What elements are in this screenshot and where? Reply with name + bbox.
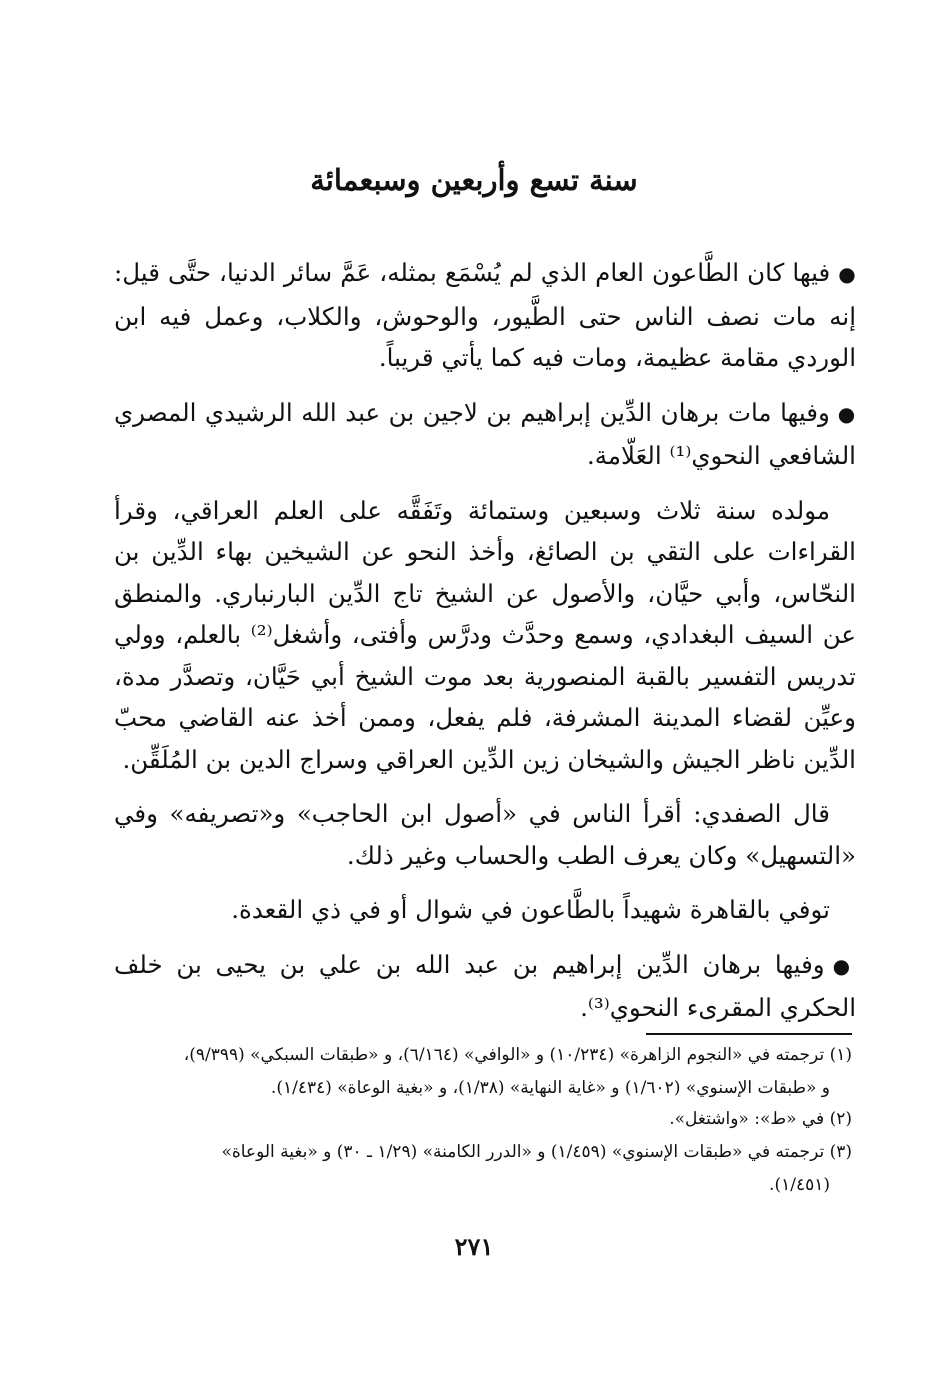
paragraph-death: توفي بالقاهرة شهيداً بالطَّاعون في شوال أو في ذي القعدة. [231,895,830,924]
paragraph-burhan-hakari [114,944,856,1029]
bullet-icon: ● [838,262,857,286]
paragraph-burhan-lajin-text: وفيها مات برهان الدِّين إبراهيم بن لاجين بن عبد الله الرشيدي المصري الشافعي النحوي⁽¹⁾ العَلّامة. [114,397,856,470]
footnote-2: (٢) في «ط»: «واشتغل». [669,1109,852,1129]
paragraph-safadi: قال الصفدي: أقرأ الناس في «أصول ابن الحاجب» و«تصريفه» وفي «التسهيل» وكان يعرف الطب والحساب وغير ذلك. [114,799,856,870]
bullet-icon: ● [832,953,857,978]
footnote-3-line-1: (٣) ترجمته في «طبقات الإسنوي» (١/٤٥٩) و «الدرر الكامنة» (١/٢٩ ـ ٣٠) و «بغية الوعاة» [221,1142,852,1162]
page-number: ٢٧١ [454,1232,494,1261]
bullet-icon: ● [837,401,857,426]
footnote-1-line-1: (١) ترجمته في «النجوم الزاهرة» (١٠/٢٣٤) و «الوافي» (٦/١٦٤)، و «طبقات السبكي» (٩/٣٩٩)، [183,1045,852,1065]
footnote-divider [646,1033,852,1035]
paragraph-burhan-hakari-text: وفيها برهان الدِّين إبراهيم بن عبد الله بن علي بن يحيى بن خلف الحكري المقرىء النحوي⁽³⁾. [114,949,856,1022]
section-heading: سنة تسع وأربعين وسبعمائة [310,163,638,197]
paragraph-biography: مولده سنة ثلاث وسبعين وستمائة وتَفَقَّه على العلم العراقي، وقرأ القراءات على التقي بن الصائغ، وأخذ النحو عن الشيخين بهاء الدِّين بن النحّاس، وأبي حيَّان، والأصول عن الشيخ تاج الدِّين البارنباري. والمنطق عن السيف البغدادي، وسمع وحدَّث ودرَّس وأفتى، وأشغل⁽²⁾ بالعلم، وولي تدريس التفسير بالقبة المنصورية بعد موت الشيخ أبي حَيَّان، وتصدَّر مدة، وعيِّن لقضاء المدينة المشرفة، فلم يفعل، وممن أخذ عنه القاضي محبّ الدِّين ناظر الجيش والشيخان زين الدِّين العراقي وسراج الدين بن المُلَقِّن. [114,495,856,774]
footnote-1-line-2: و «طبقات الإسنوي» (١/٦٠٢) و «غاية النهاية» (١/٣٨)، و «بغية الوعاة» (١/٤٣٤). [270,1078,830,1098]
paragraph-burhan-lajin [114,392,856,477]
footnotes [110,1040,852,1201]
main-text [114,252,856,1042]
footnote-3-line-2: (١/٤٥١). [769,1175,830,1195]
paragraph-plague-text: فيها كان الطَّاعون العام الذي لم يُسْمَع بمثله، عَمَّ سائر الدنيا، حتَّى قيل: إنه مات نصف الناس حتى الطَّيور، والوحوش، والكلاب، وعمل فيه ابن الوردي مقامة عظيمة، ومات فيه كما يأتي قريباً. [114,258,856,372]
paragraph-plague [114,252,856,379]
